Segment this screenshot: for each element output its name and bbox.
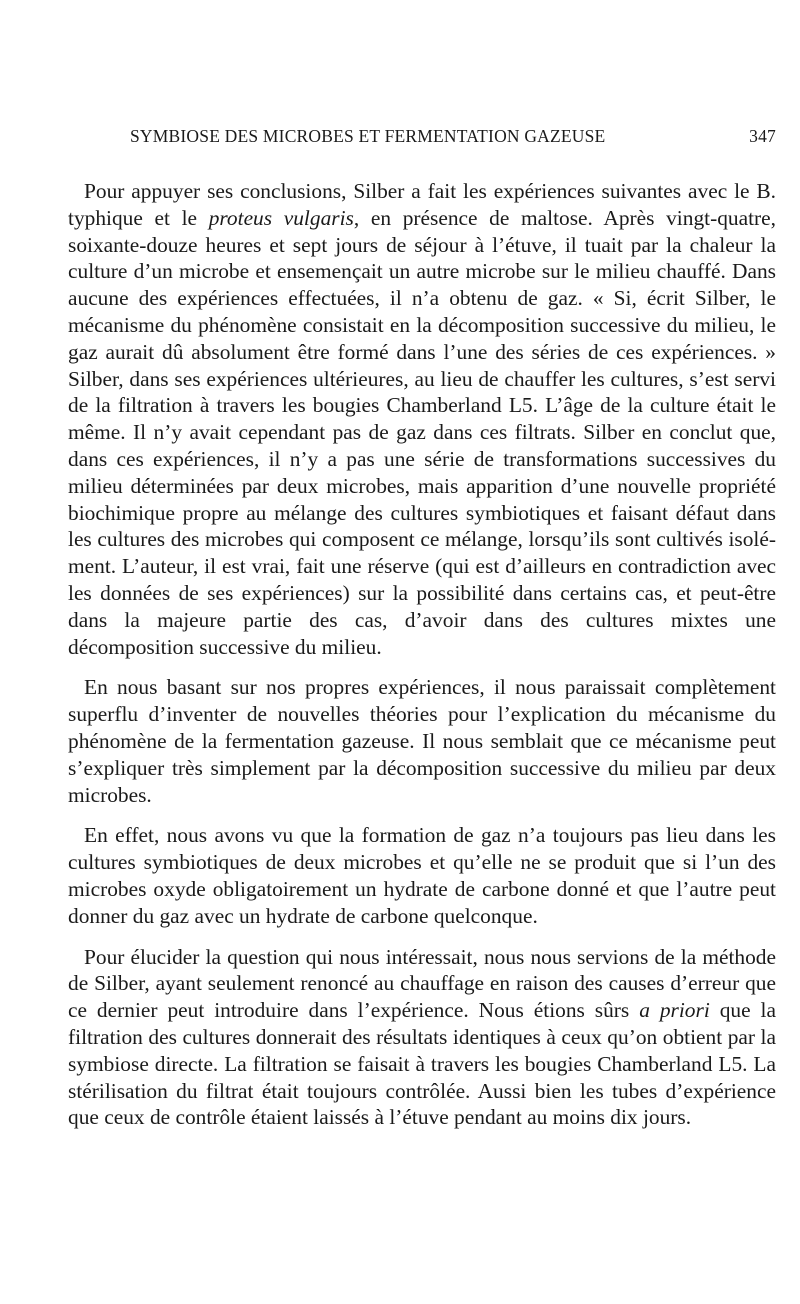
running-head <box>68 126 776 156</box>
page-number: 347 <box>749 126 776 146</box>
paragraph-4 <box>68 944 776 1132</box>
italic-term: proteus vulgaris <box>208 205 354 230</box>
paragraph-3 <box>68 822 776 929</box>
text-segment: , en présence de maltose. Après vingt-quatre, soixante-douze heures et sept jours de séjour à l’étuve, il tuait par la chaleur la culture d’un microbe et ensemençait un autre microbe sur le milieu chauffé. Dans aucune des expériences effectuées, il n’a obtenu de gaz. « Si, écrit Silber, le mécanisme du phénomène consistait en la décomposition successive du milieu, le gaz aurait dû absolument être formé dans l’une des séries de ces expériences. » Silber, dans ses expériences ultérieures, au lieu de chauffer les cultures, s’est servi de la filtration à travers les bougies Chamberland L5. L’âge de la culture était le même. Il n’y avait cependant pas de gaz dans ces filtrats. Silber en conclut que, dans ces expériences, il n’y a pas une série de transformations successives du milieu déterminées par deux microbes, mais apparition d’une nouvelle propriété biochimique propre au mélange des cultures symbiotiques et faisant défaut dans les cultures des microbes qui composent ce mélange, lorsqu’ils sont cultivés isolément. L’auteur, il est vrai, fait une réserve (qui est d’ailleurs en contradiction avec les données de ses expériences) sur la possibilité dans certains cas, et peut-être dans la majeure partie des cas, d’avoir dans des cultures mixtes une décomposition successive du milieu. <box>68 205 776 659</box>
running-title: SYMBIOSE DES MICROBES ET FERMENTATION GAZEUSE <box>130 126 606 146</box>
paragraph-1 <box>68 178 776 660</box>
text-segment: Pour appuyer ses conclusions, Silber a fait les expériences suivantes avec le B. typhique et le <box>68 179 776 230</box>
document-page <box>68 126 776 1145</box>
text-segment: En effet, nous avons vu que la formation de gaz n’a toujours pas lieu dans les cultures symbiotiques de deux microbes et qu’elle ne se produit que si l’un des microbes oxyde obligatoirement un hydrate de carbone donné et que l’autre peut donner du gaz avec un hydrate de carbone quelconque. <box>68 823 776 928</box>
text-segment: En nous basant sur nos propres expériences, il nous paraissait complètement superflu d’inventer de nouvelles théories pour l’explication du mécanisme du phénomène de la fermentation gazeuse. Il nous semblait que ce mécanisme peut s’expliquer très simplement par la décomposition successive du milieu par deux microbes. <box>68 675 776 807</box>
paragraph-2 <box>68 674 776 808</box>
body-text <box>68 178 776 1131</box>
text-segment: Pour élucider la question qui nous intéressait, nous nous servions de la méthode de Silber, ayant seulement renoncé au chauffage en raison des causes d’erreur que ce dernier peut introduire dans l’expérience. Nous étions sûrs <box>68 944 776 1023</box>
text-segment: que la filtration des cultures donnerait des résultats identiques à ceux qu’on obtient par la symbiose directe. La filtration se faisait à travers les bougies Chamberland L5. La stérilisation du filtrat était toujours contrôlée. Aussi bien les tubes d’expérience que ceux de contrôle étaient laissés à l’étuve pendant au moins dix jours. <box>68 998 776 1130</box>
italic-term: a priori <box>639 998 710 1023</box>
